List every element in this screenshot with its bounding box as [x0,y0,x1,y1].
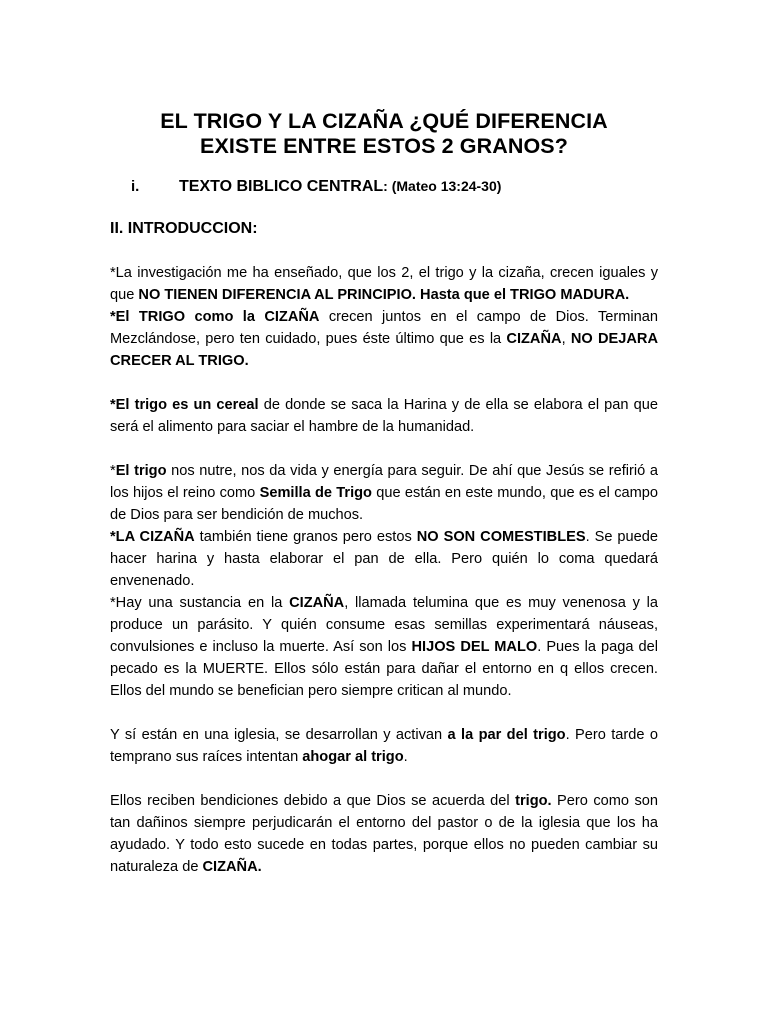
section-i-colon: : [383,178,388,194]
section-i-heading [131,175,501,198]
paragraph-4-bold-d: Semilla de Trigo [259,485,372,501]
paragraph-4-text-c: nos nutre, nos da vida y energía para seguir. De ahí que Jesús se refirió a los hijos el reino como [110,463,658,501]
section-i-number: i. [131,178,140,195]
paragraph-5-bold-c: NO SON COMESTIBLES [416,529,586,545]
paragraph-4-text-a: * [110,463,116,479]
paragraph-5-text-b: también tiene granos pero estos [194,529,417,545]
paragraph-2-bold-c: CIZAÑA [506,331,562,347]
paragraph-7-text-a: Y sí están en una iglesia, se desarrollan y activan [110,727,448,743]
paragraph-4-text-e: que están en este mundo, que es el campo de Dios para ser bendición de muchos. [110,485,658,523]
paragraph-2-text-b: crecen juntos en el campo de Dios. Terminan Mezclándose, pero ten cuidado, pues éste último que es la [110,309,658,347]
section-i-reference: (Mateo 13:24-30) [387,178,502,194]
paragraph-1 [110,262,658,306]
paragraph-5-bold-a: *LA CIZAÑA [110,529,195,545]
paragraph-1-bold: NO TIENEN DIFERENCIA AL PRINCIPIO. Hasta que el TRIGO MADURA. [138,287,630,303]
section-i-title: TEXTO BIBLICO CENTRAL [179,178,384,195]
paragraph-4-bold-b: El trigo [115,463,167,479]
paragraph-6-text-a: *Hay una sustancia en la [110,595,290,611]
paragraph-8-text-c: Pero como son tan dañinos siempre perjudicarán el entorno del pastor o de la iglesia que los ha ayudado. Y todo esto sucede en todas partes, porque ellos no pueden cambiar su naturaleza de [110,793,658,875]
paragraph-2 [110,306,658,372]
title-line-2: EXISTE ENTRE ESTOS 2 GRANOS? [200,134,568,158]
paragraph-8 [110,790,658,878]
paragraph-4 [110,460,658,526]
paragraph-6-bold-d: HIJOS DEL MALO [411,639,538,655]
paragraph-8-bold-b: trigo. [515,793,552,809]
paragraph-2-bold-e: NO DEJARA CRECER AL TRIGO. [110,331,658,369]
paragraph-8-bold-d: CIZAÑA. [202,859,262,875]
paragraph-7-bold-b: a la par del trigo [447,727,566,743]
section-ii-heading: II. INTRODUCCION: [110,220,258,237]
paragraph-3 [110,394,658,438]
paragraph-8-text-a: Ellos reciben bendiciones debido a que Dios se acuerda del [110,793,516,809]
document-title [100,109,668,159]
paragraph-6 [110,592,658,702]
paragraph-6-text-e: . Pues la paga del pecado es la MUERTE. Ellos sólo están para dañar el entorno en q ellos crecen. Ellos del mundo se benefician pero siempre critican al mundo. [110,639,658,699]
paragraph-2-text-d: , [561,331,571,347]
paragraph-2-bold-a: *El TRIGO como la CIZAÑA [110,309,320,325]
paragraph-5-text-d: . Se puede hacer harina y hasta elaborar el pan de ella. Pero quién lo coma quedará envenenado. [110,529,658,589]
paragraph-7-text-c: . Pero tarde o temprano sus raíces intentan [110,727,658,765]
paragraph-7 [110,724,658,768]
paragraph-3-text: de donde se saca la Harina y de ella se elabora el pan que será el alimento para saciar el hambre de la humanidad. [110,397,658,435]
paragraph-3-bold: *El trigo es un cereal [110,397,259,413]
paragraph-6-bold-b: CIZAÑA [289,595,345,611]
title-line-1: EL TRIGO Y LA CIZAÑA ¿QUÉ DIFERENCIA [160,109,608,133]
document-body [110,262,658,878]
paragraph-7-bold-d: ahogar al trigo [302,749,404,765]
paragraph-6-text-c: , llamada telumina que es muy venenosa y la produce un parásito. Y quién consume esas semillas experimentará náuseas, convulsiones e incluso la muerte. Así son los [110,595,659,655]
paragraph-5 [110,526,658,592]
paragraph-1-text: *La investigación me ha enseñado, que los 2, el trigo y la cizaña, crecen iguales y que [110,265,658,303]
paragraph-7-text-e: . [403,749,408,765]
